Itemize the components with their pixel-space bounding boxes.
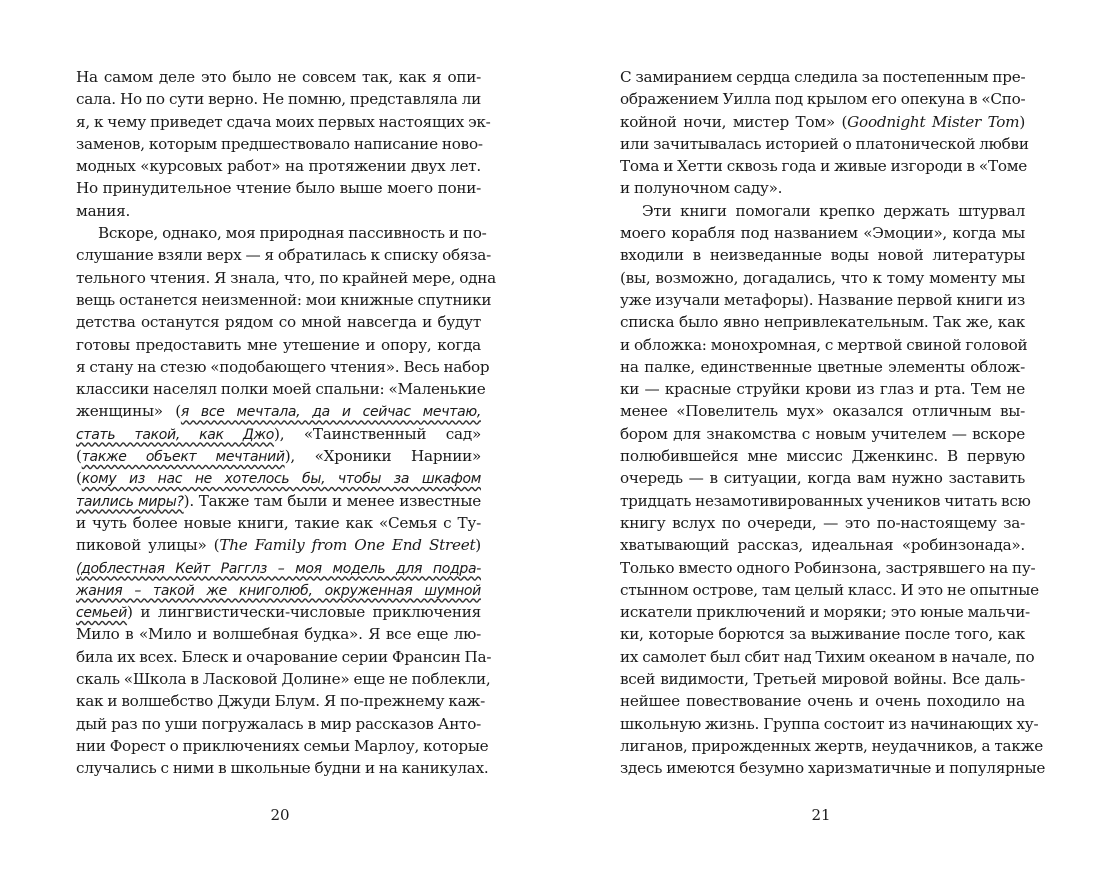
text-line	[620, 623, 1025, 645]
text-line	[76, 289, 492, 311]
text-segment: Тома и Хетти сквозь года и живые изгороди в «Томе	[620, 157, 1028, 176]
text-line	[620, 467, 1025, 489]
handwritten-note: (	[76, 560, 82, 577]
text-segment: ) и лингвистически-числовые приключения	[127, 603, 481, 622]
text-line	[76, 334, 481, 356]
text-segment: модных «курсовых работ» на протяжении двух лет.	[76, 157, 481, 176]
text-segment: ), «Хроники Нарнии»	[284, 447, 481, 466]
text-segment: Вскоре, однако, моя природная пассивность и по-	[98, 224, 487, 243]
handwritten-note: также объект мечтаний	[81, 449, 285, 466]
text-segment: (	[76, 447, 82, 466]
text-line	[76, 557, 481, 579]
left-page-number: 20	[270, 806, 290, 824]
text-segment: классики населял полки моей спальни: «Маленькие	[76, 380, 486, 399]
text-line	[620, 735, 1044, 757]
text-line	[76, 490, 481, 512]
text-segment: бором для знакомства с новым учителем — вскоре	[620, 424, 1025, 443]
text-line	[76, 735, 489, 757]
text-line	[620, 88, 1025, 110]
text-segment: слушание взяли верх — я обратилась к списку обяза-	[76, 246, 491, 265]
text-segment: стынном острове, там целый класс. И это не опытные	[620, 580, 1039, 599]
italic-title: The Family from One End Street	[219, 536, 476, 555]
text-segment: книгу вслух по очереди, — это по-настоящему за-	[620, 513, 1025, 532]
text-line	[76, 623, 481, 645]
text-line	[620, 133, 1029, 155]
text-line	[76, 244, 491, 266]
text-line	[76, 713, 481, 735]
text-segment: нии Форест о приключениях семьи Марлоу, которые	[76, 736, 489, 755]
text-segment: и обложка: монохромная, с мертвой свиной головой	[620, 335, 1028, 354]
text-line	[76, 267, 496, 289]
text-segment: )	[1019, 112, 1025, 131]
text-segment: полюбившейся мне миссис Дженкинс. В первую	[620, 447, 1025, 466]
text-segment: мания.	[76, 201, 131, 220]
text-line	[76, 378, 486, 400]
text-line	[620, 512, 1025, 534]
text-segment: лиганов, прирожденных жертв, неудачников, а также	[620, 736, 1044, 755]
text-line	[620, 267, 1025, 289]
text-line	[76, 155, 481, 177]
text-segment: тельного чтения. Я знала, что, по крайней мере, одна	[76, 268, 496, 287]
text-line	[620, 646, 1035, 668]
text-segment: (	[76, 469, 82, 488]
text-segment: На самом деле это было не совсем так, как я опи-	[76, 68, 481, 86]
text-segment: всей видимости, Третьей мировой войны. Все даль-	[620, 670, 1025, 689]
text-segment: сала. Но по сути верно. Не помню, представляла ли	[76, 90, 481, 109]
text-segment: детства останутся рядом со мной навсегда и будут	[76, 313, 481, 332]
text-line	[620, 177, 1025, 199]
text-line	[620, 423, 1025, 445]
text-segment: я, к чему приведет сдача моих первых настоящих эк-	[76, 112, 491, 131]
text-line	[76, 133, 481, 155]
text-line	[76, 66, 481, 88]
text-segment: менее «Повелитель мух» оказался отличным вы-	[620, 402, 1025, 421]
text-segment: заменов, которым предшествовало написание ново-	[76, 134, 483, 153]
handwritten-note: семьей	[76, 605, 128, 622]
text-segment: ки, которые борются за выживание после того, как	[620, 625, 1025, 644]
text-line	[620, 222, 1025, 244]
text-line	[620, 445, 1025, 467]
text-segment: готовы предоставить мне утешение и опору, когда	[76, 335, 481, 354]
text-line	[76, 601, 481, 623]
text-segment: я стану на стезю «подобающего чтения». Весь набор	[76, 357, 490, 376]
text-line	[620, 356, 1025, 378]
text-line	[76, 111, 491, 133]
text-segment: ки — красные струйки крови из глаз и рта. Тем не	[620, 380, 1025, 399]
text-segment: Но принудительное чтение было выше моего пони-	[76, 179, 481, 198]
text-segment: Эти книги помогали крепко держать штурвал	[642, 201, 1025, 220]
text-line	[620, 713, 1039, 735]
text-line	[76, 177, 481, 199]
text-segment: тридцать незамотивированных учеников читать всю	[620, 491, 1031, 510]
text-line	[620, 557, 1036, 579]
text-line	[76, 690, 485, 712]
text-line	[620, 534, 1025, 556]
text-segment: ), «Таинственный сад»	[274, 424, 481, 443]
text-segment: хватывающий рассказ, идеальная «робинзонада».	[620, 536, 1025, 555]
left-page-text	[76, 66, 496, 780]
handwritten-note: кому из нас не хотелось бы, чтобы за шкафом	[81, 471, 481, 488]
text-line	[620, 690, 1025, 712]
text-line	[620, 334, 1028, 356]
text-segment: случались с ними в школьные будни и на каникулах.	[76, 759, 489, 778]
text-line	[620, 757, 1046, 779]
text-segment: искатели приключений и моряки; это юные мальчи-	[620, 603, 1030, 622]
text-line	[620, 601, 1030, 623]
text-segment: била их всех. Блеск и очарование серии Франсин Па-	[76, 647, 492, 666]
text-line	[620, 378, 1025, 400]
text-line	[76, 512, 481, 534]
text-line	[620, 490, 1031, 512]
text-line	[620, 66, 1025, 88]
text-line	[620, 668, 1025, 690]
text-line	[76, 423, 481, 445]
text-line	[76, 222, 487, 244]
text-segment: ). Также там были и менее известные	[183, 491, 481, 510]
text-segment: моего корабля под названием «Эмоции», когда мы	[620, 224, 1025, 243]
right-page-number: 21	[811, 806, 831, 824]
text-segment: как и волшебство Джуди Блум. Я по-прежнему каж-	[76, 692, 485, 711]
text-line	[76, 356, 490, 378]
handwritten-note: жания – такой же книголюб, окруженная шумной	[76, 582, 481, 599]
text-segment: входили в неизведанные воды новой литературы	[620, 246, 1025, 265]
text-segment: здесь имеются безумно харизматичные и популярные	[620, 759, 1046, 778]
handwritten-note: доблестная Кейт Рагглз – моя модель для подра-	[81, 560, 481, 577]
text-line	[620, 155, 1028, 177]
right-page-text	[620, 66, 1046, 780]
text-segment: дый раз по уши погружалась в мир рассказов Анто-	[76, 714, 481, 733]
text-line	[620, 244, 1025, 266]
text-segment: вещь останется неизменной: мои книжные спутники	[76, 290, 492, 309]
text-line	[620, 111, 1025, 133]
text-line	[620, 311, 1025, 333]
handwritten-note: я все мечтала, да и сейчас мечтаю,	[180, 404, 481, 421]
text-line	[76, 445, 481, 467]
italic-title: Goodnight Mister Tom	[847, 112, 1020, 131]
text-line	[76, 534, 481, 556]
text-segment: уже изучали метафоры). Название первой книги из	[620, 290, 1025, 309]
text-segment: и полуночном саду».	[620, 179, 783, 198]
text-line	[76, 88, 481, 110]
text-segment: женщины» (	[76, 402, 181, 421]
text-line	[620, 200, 1025, 222]
text-line	[76, 668, 491, 690]
handwritten-note: стать такой, как Джо	[76, 426, 275, 443]
text-segment: школьную жизнь. Группа состоит из начинающих ху-	[620, 714, 1039, 733]
text-line	[620, 400, 1025, 422]
text-line	[620, 289, 1025, 311]
text-segment: )	[475, 536, 481, 555]
text-segment: Только вместо одного Робинзона, застрявшего на пу-	[620, 558, 1036, 577]
text-line	[76, 200, 481, 222]
text-segment: С замиранием сердца следила за постепенным пре-	[620, 68, 1026, 86]
text-line	[620, 579, 1039, 601]
text-segment: их самолет был сбит над Тихим океаном в начале, по	[620, 647, 1035, 666]
text-segment: койной ночи, мистер Том» (	[620, 112, 848, 131]
text-segment: нейшее повествование очень и очень походило на	[620, 692, 1025, 711]
text-line	[76, 646, 492, 668]
handwritten-note: таились миры?	[76, 493, 184, 510]
text-segment: списка было явно непривлекательным. Так же, как	[620, 313, 1025, 332]
text-line	[76, 400, 481, 422]
text-segment: Мило в «Мило и волшебная будка». Я все еще лю-	[76, 625, 481, 644]
text-line	[76, 311, 481, 333]
text-line	[76, 579, 481, 601]
text-segment: очередь — в ситуации, когда вам нужно заставить	[620, 469, 1025, 488]
text-segment: или зачитывалась историей о платонической любви	[620, 134, 1029, 153]
text-segment: (вы, возможно, догадались, что к тому моменту мы	[620, 268, 1025, 287]
text-line	[76, 757, 489, 779]
text-segment: ображением Уилла под крылом его опекуна в «Спо-	[620, 90, 1026, 109]
text-segment: на палке, единственные цветные элементы облож-	[620, 357, 1025, 376]
text-segment: скаль «Школа в Ласковой Долине» еще не поблекли,	[76, 670, 491, 689]
text-segment: и чуть более новые книги, такие как «Семья с Ту-	[76, 513, 481, 532]
text-line	[76, 467, 481, 489]
text-segment: пиковой улицы» (	[76, 536, 220, 555]
